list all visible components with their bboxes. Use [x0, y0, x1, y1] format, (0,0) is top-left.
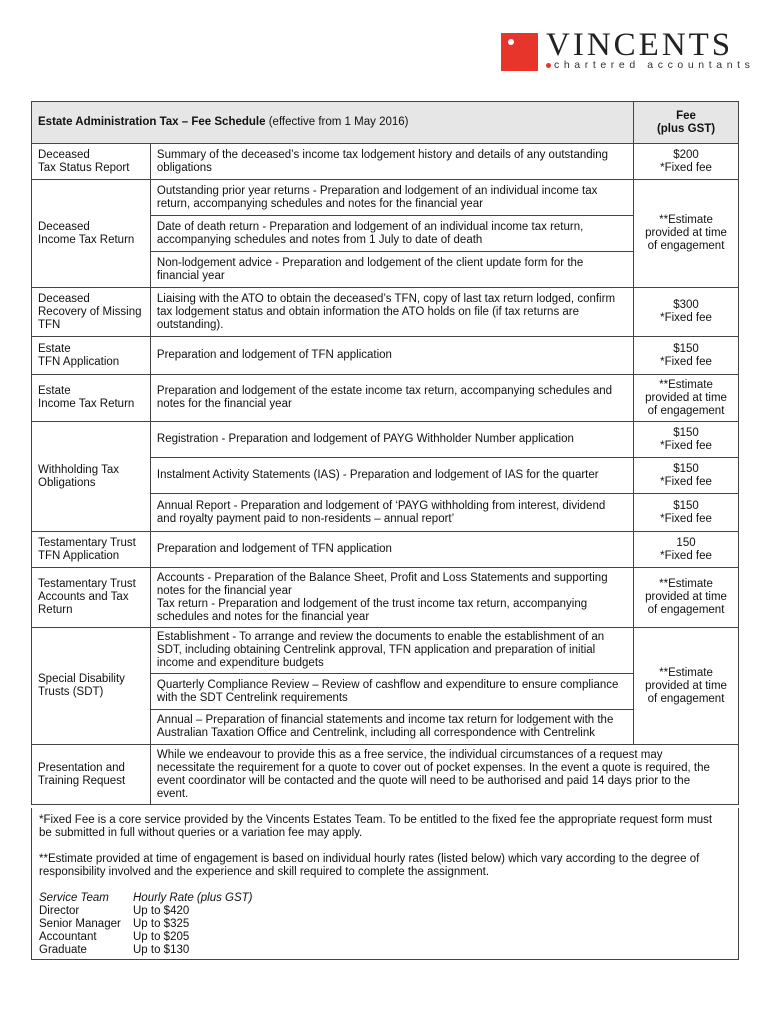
- logo-mark-icon: [501, 33, 538, 71]
- service-fee: **Estimate provided at time of engagement: [634, 568, 739, 628]
- service-name: Testamentary Trust Accounts and Tax Return: [32, 568, 151, 628]
- rate-team: Accountant: [39, 931, 97, 943]
- logo-wordmark: VINCENTS: [546, 27, 734, 63]
- rate-value: Up to $130: [133, 944, 190, 956]
- service-description: Instalment Activity Statements (IAS) - Preparation and lodgement of IAS for the quarter: [150, 458, 633, 494]
- table-row: [32, 422, 739, 458]
- service-description: Quarterly Compliance Review – Review of cashflow and expenditure to ensure compliance with the SDT Centrelink requirements: [150, 674, 633, 710]
- rate-team: Senior Manager: [39, 918, 121, 930]
- rate-value: Up to $205: [133, 931, 190, 943]
- service-description: Outstanding prior year returns - Preparation and lodgement of an individual income tax return, accompanying schedules and notes for the financial year: [150, 180, 633, 216]
- table-row: [32, 745, 739, 805]
- table-row: [32, 375, 739, 422]
- rates-header-team: Service Team: [39, 892, 109, 904]
- estimate-note: **Estimate provided at time of engagement is based on individual hourly rates (listed below) which vary according to the degree of responsibility involved and the experience and skill required to complete the assignment.: [39, 853, 700, 878]
- service-description: Annual Report - Preparation and lodgement of ‘PAYG withholding from interest, dividend and royalty payment paid to non-residents – annual report’: [150, 494, 633, 532]
- service-fee: **Estimate provided at time of engagement: [634, 628, 739, 745]
- service-name: Testamentary Trust TFN Application: [32, 532, 151, 568]
- service-description: Accounts - Preparation of the Balance Sheet, Profit and Loss Statements and supporting notes for the financial year Tax return - Preparation and lodgement of the trust income tax return, accompanying schedules and notes for the financial year: [150, 568, 633, 628]
- fee-column-header: Fee (plus GST): [634, 102, 739, 144]
- service-description: Preparation and lodgement of the estate income tax return, accompanying schedules and notes for the financial year: [150, 375, 633, 422]
- service-name: Deceased Tax Status Report: [32, 144, 151, 180]
- rate-value: Up to $325: [133, 918, 190, 930]
- service-description: Annual – Preparation of financial statements and income tax return for lodgement with the Australian Taxation Office and Centrelink, including all correspondence with Centrelink: [150, 710, 633, 745]
- rate-team: Graduate: [39, 944, 87, 956]
- logo-tagline: chartered accountants: [546, 59, 755, 72]
- service-description: Summary of the deceased’s income tax lodgement history and details of any outstanding obligations: [150, 144, 633, 180]
- service-fee: **Estimate provided at time of engagement: [634, 180, 739, 288]
- table-row: [32, 180, 739, 216]
- hourly-rates-list: [39, 892, 731, 957]
- service-name: Presentation and Training Request: [32, 745, 151, 805]
- table-row: [32, 568, 739, 628]
- fixed-fee-note: *Fixed Fee is a core service provided by the Vincents Estates Team. To be entitled to the fixed fee the appropriate request form must be submitted in full without queries or a variation fee may apply.: [39, 814, 713, 839]
- table-title: Estate Administration Tax – Fee Schedule (effective from 1 May 2016): [32, 102, 634, 144]
- service-description: While we endeavour to provide this as a free service, the individual circumstances of a request may necessitate the requirement for a quote to cover out of pocket expenses. In the event a quote is required, the event coordinator will be contacted and the quote will need to be authorised and paid 14 days prior to the event.: [150, 745, 738, 805]
- service-name: Deceased Recovery of Missing TFN: [32, 288, 151, 337]
- fee-notes: [31, 808, 739, 960]
- table-row: [32, 337, 739, 375]
- service-description: Registration - Preparation and lodgement of PAYG Withholder Number application: [150, 422, 633, 458]
- rates-header-rate: Hourly Rate (plus GST): [133, 892, 253, 904]
- rate-team: Director: [39, 905, 80, 917]
- service-name: Special Disability Trusts (SDT): [32, 628, 151, 745]
- table-row: [32, 532, 739, 568]
- service-fee: $150 *Fixed fee: [634, 458, 739, 494]
- service-fee: $150 *Fixed fee: [634, 337, 739, 375]
- service-description: Liaising with the ATO to obtain the deceased’s TFN, copy of last tax return lodged, confirm tax lodgement status and obtain information the ATO holds on file (if tax returns are outstanding).: [150, 288, 633, 337]
- service-fee: **Estimate provided at time of engagement: [634, 375, 739, 422]
- service-description: Preparation and lodgement of TFN application: [150, 337, 633, 375]
- rate-value: Up to $420: [133, 905, 190, 917]
- service-name: Estate Income Tax Return: [32, 375, 151, 422]
- table-row: [32, 628, 739, 674]
- service-name: Withholding Tax Obligations: [32, 422, 151, 532]
- service-fee: $200 *Fixed fee: [634, 144, 739, 180]
- table-row: [32, 288, 739, 337]
- service-fee: $150 *Fixed fee: [634, 494, 739, 532]
- service-fee: $300 *Fixed fee: [634, 288, 739, 337]
- service-description: Date of death return - Preparation and lodgement of an individual income tax return, accompanying schedules and notes from 1 July to date of death: [150, 216, 633, 252]
- vincents-logo: [501, 27, 755, 71]
- service-description: Establishment - To arrange and review the documents to enable the establishment of an SDT, including obtaining Centrelink approval, TFN application and preparation of initial income and expenditure budgets: [150, 628, 633, 674]
- service-fee: $150 *Fixed fee: [634, 422, 739, 458]
- fee-schedule-table: [31, 101, 739, 805]
- service-description: Preparation and lodgement of TFN application: [150, 532, 633, 568]
- table-header-row: [32, 102, 739, 144]
- service-fee: 150 *Fixed fee: [634, 532, 739, 568]
- table-row: [32, 144, 739, 180]
- service-name: Deceased Income Tax Return: [32, 180, 151, 288]
- service-description: Non-lodgement advice - Preparation and lodgement of the client update form for the financial year: [150, 252, 633, 288]
- service-name: Estate TFN Application: [32, 337, 151, 375]
